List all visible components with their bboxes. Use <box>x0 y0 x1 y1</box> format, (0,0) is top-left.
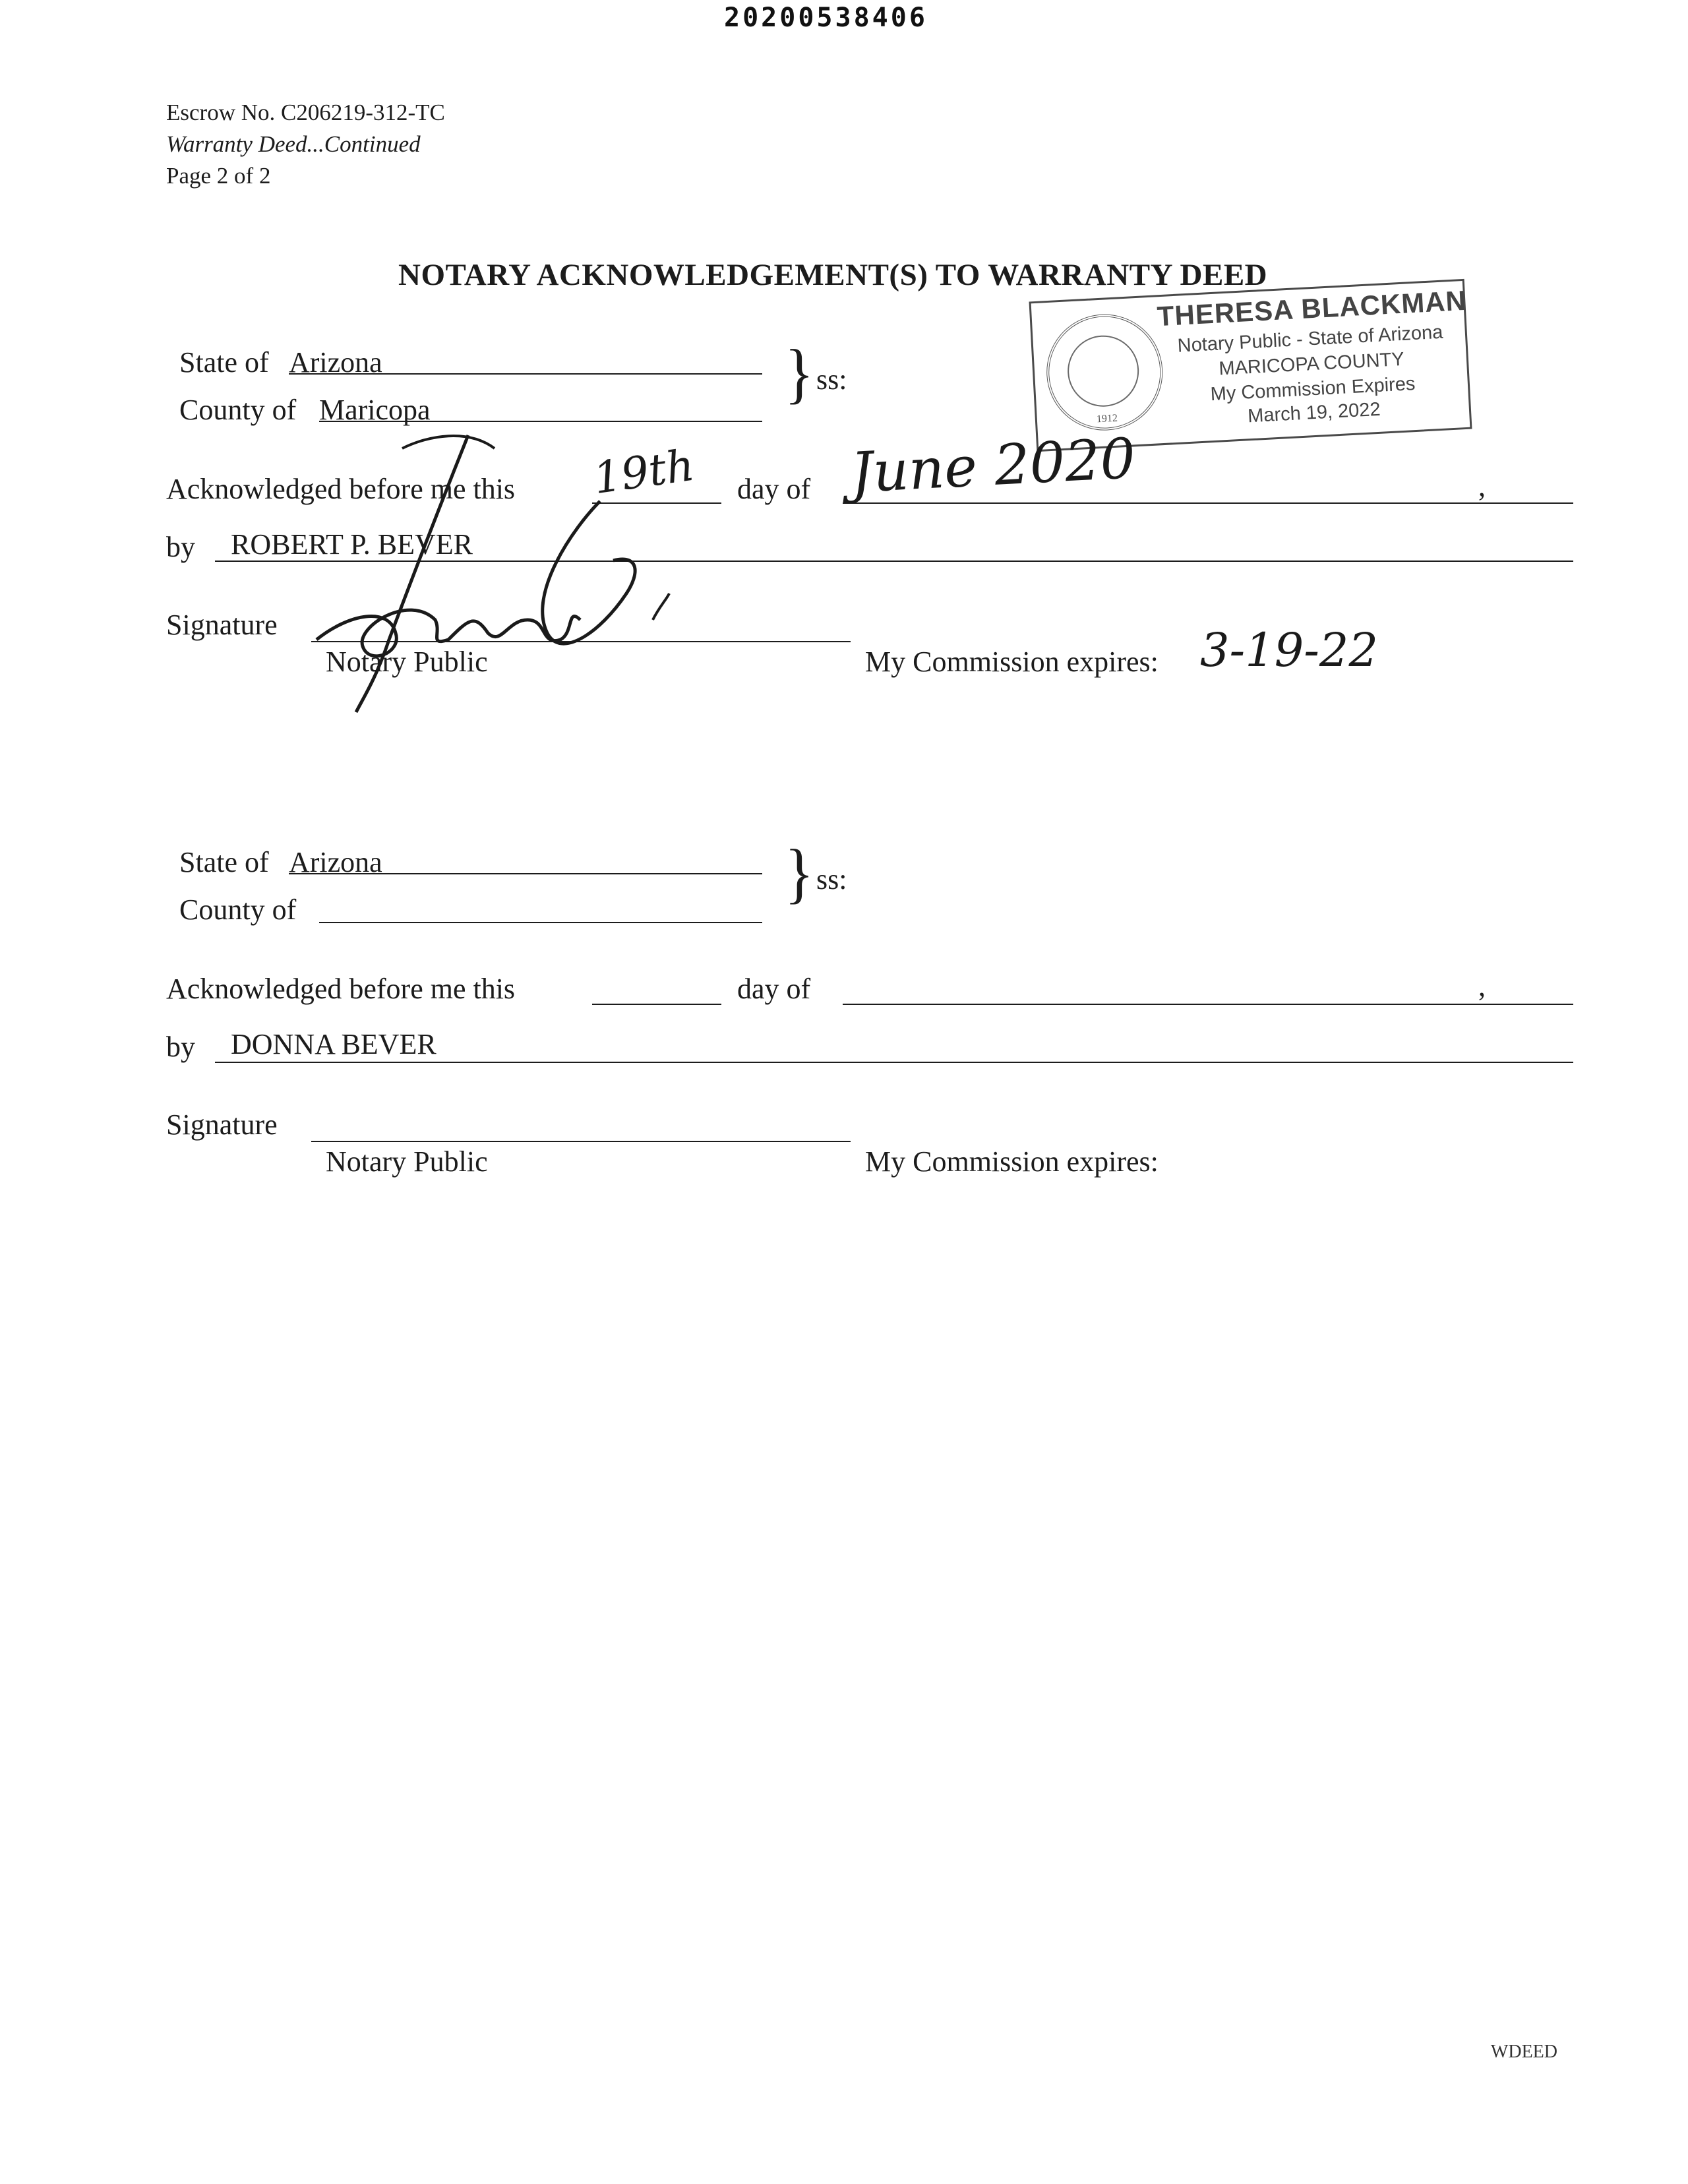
day-value: 19th <box>590 439 698 504</box>
commission-expires-label: My Commission expires: <box>865 1145 1159 1178</box>
ss-label: ss: <box>816 863 847 895</box>
acknowledged-label: Acknowledged before me this <box>166 473 516 505</box>
day-of-label: day of <box>737 973 811 1005</box>
signature-underline <box>311 1141 851 1142</box>
state-label: State of <box>179 346 269 379</box>
document-title: NOTARY ACKNOWLEDGEMENT(S) TO WARRANTY DEED <box>398 258 1268 292</box>
state-label: State of <box>179 846 269 878</box>
state-value: Arizona <box>289 846 382 878</box>
state-value: Arizona <box>289 346 382 379</box>
brace: } <box>785 835 814 911</box>
state-underline <box>289 373 762 375</box>
notary-public-label: Notary Public <box>326 646 488 678</box>
commission-expiry-value: 3-19-22 <box>1200 623 1378 677</box>
page-indicator: Page 2 of 2 <box>166 163 271 189</box>
grantor-underline <box>215 1062 1573 1063</box>
state-seal-icon <box>1044 311 1166 433</box>
notary-signature-icon <box>310 422 719 719</box>
state-underline <box>289 873 762 874</box>
stamp-line-3: My Commission Expires <box>1209 373 1416 406</box>
day-of-label: day of <box>737 473 811 505</box>
day-underline <box>592 1004 721 1005</box>
grantor-name: ROBERT P. BEVER <box>231 528 473 561</box>
acknowledged-label: Acknowledged before me this <box>166 973 516 1005</box>
stamp-line-4: March 19, 2022 <box>1247 398 1381 427</box>
by-label: by <box>166 1031 195 1063</box>
county-label: County of <box>179 394 297 426</box>
county-underline <box>319 922 762 923</box>
stamp-line-2: MARICOPA COUNTY <box>1218 348 1405 380</box>
county-value: Maricopa <box>319 394 431 426</box>
brace: } <box>785 336 814 411</box>
seal-year: 1912 <box>1096 412 1118 425</box>
grantor-name: DONNA BEVER <box>231 1028 437 1060</box>
month-year-value: June 2020 <box>849 425 1137 506</box>
comma: , <box>1478 470 1486 502</box>
commission-expires-label: My Commission expires: <box>865 646 1159 678</box>
month-year-underline <box>843 502 1573 504</box>
month-year-underline <box>843 1004 1573 1005</box>
form-code: WDEED <box>1490 2042 1557 2062</box>
escrow-number: Escrow No. C206219-312-TC <box>166 100 445 125</box>
stamp-notary-name: THERESA BLACKMAN <box>1156 284 1467 332</box>
signature-label: Signature <box>166 609 278 641</box>
comma: , <box>1478 970 1486 1002</box>
document-continued: Warranty Deed...Continued <box>166 131 421 157</box>
signature-label: Signature <box>166 1108 278 1141</box>
ss-label: ss: <box>816 363 847 396</box>
county-label: County of <box>179 894 297 926</box>
notary-stamp <box>1029 279 1472 452</box>
recording-number: 20200538406 <box>724 3 928 33</box>
stamp-line-1: Notary Public - State of Arizona <box>1176 321 1444 357</box>
by-label: by <box>166 531 195 563</box>
notary-public-label: Notary Public <box>326 1145 488 1178</box>
